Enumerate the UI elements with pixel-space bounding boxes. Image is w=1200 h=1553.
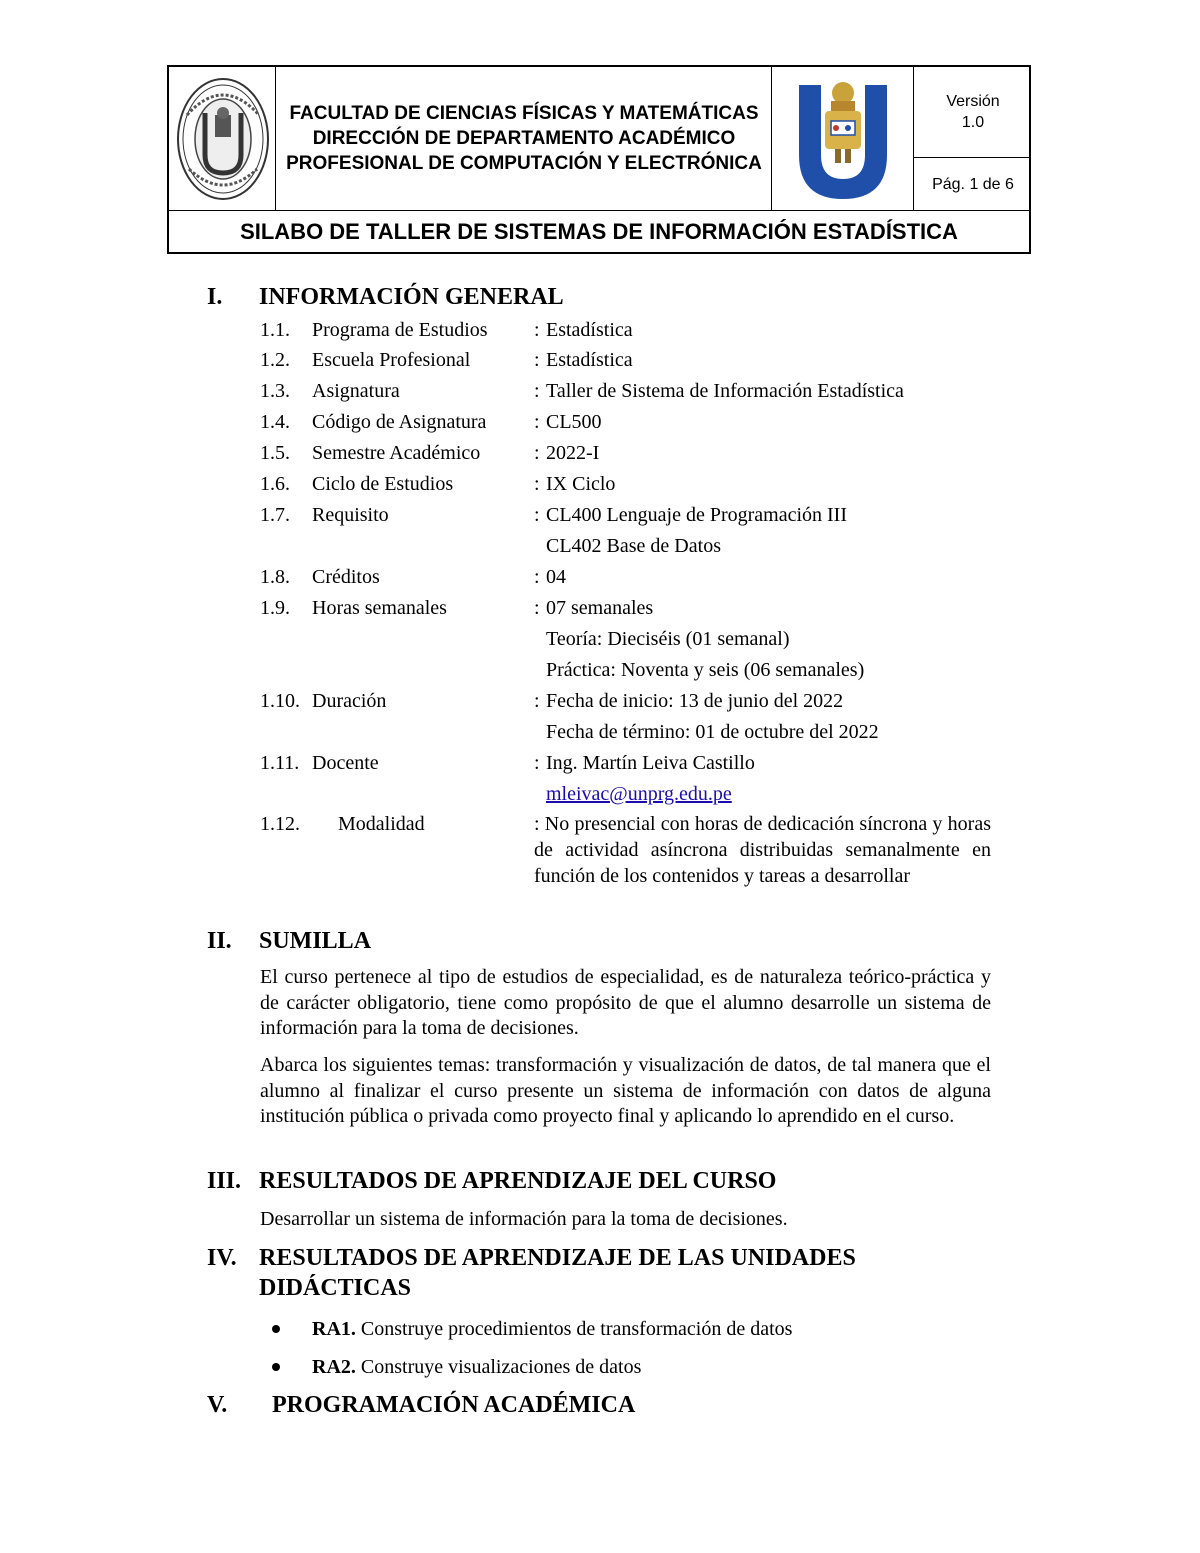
section-title-continued: DIDÁCTICAS [259, 1275, 412, 1301]
institution-line: FACULTAD DE CIENCIAS FÍSICAS Y MATEMÁTICAS [289, 103, 759, 124]
info-value: CL400 Lenguaje de Programación III [546, 504, 848, 526]
header-divider [771, 67, 772, 210]
document-header-table [167, 65, 1031, 254]
info-row-credits [260, 564, 1000, 590]
info-row-hours [260, 595, 1000, 621]
info-value-continued: Teoría: Dieciséis (01 semanal) [546, 628, 790, 650]
info-value-continued: Fecha de término: 01 de octubre del 2022 [546, 721, 879, 743]
info-label: Ciclo de Estudios [312, 473, 454, 495]
info-number: 1.8. [260, 566, 290, 588]
section-title: INFORMACIÓN GENERAL [259, 284, 564, 310]
info-colon: : [534, 349, 540, 371]
section-number: V. [207, 1392, 228, 1418]
info-number: 1.6. [260, 473, 290, 495]
info-value: IX Ciclo [546, 473, 616, 495]
info-colon: : [534, 411, 540, 433]
info-number: 1.2. [260, 349, 290, 371]
course-outcome-text: Desarrollar un sistema de información para la toma de decisiones. [260, 1208, 788, 1230]
section-title: RESULTADOS DE APRENDIZAJE DEL CURSO [259, 1168, 777, 1194]
info-number: 1.5. [260, 442, 290, 464]
info-number: 1.1. [260, 319, 290, 341]
info-value-modality: : No presencial con horas de dedicación síncrona y horas de actividad asíncrona distribuidas semanalmente en función de los contenidos y tareas a desarrollar [534, 813, 991, 887]
info-number: 1.9. [260, 597, 290, 619]
info-row-duration [260, 688, 1000, 714]
header-divider [169, 210, 1029, 211]
info-row-code [260, 409, 1000, 435]
info-row-teacher [260, 750, 1000, 776]
info-colon: : [534, 380, 540, 402]
section-number: III. [207, 1168, 242, 1194]
section-title: PROGRAMACIÓN ACADÉMICA [272, 1392, 636, 1418]
info-number: 1.7. [260, 504, 290, 526]
header-divider [275, 67, 276, 210]
info-colon: : [534, 473, 540, 495]
institution-block [277, 67, 771, 210]
info-row-requirement [260, 502, 1000, 528]
info-label: Créditos [312, 566, 380, 588]
info-value: Estadística [546, 319, 633, 341]
info-row-cycle [260, 471, 1000, 497]
info-label: Docente [312, 752, 379, 774]
outcome-code: RA1. [312, 1318, 356, 1340]
info-label: Escuela Profesional [312, 349, 471, 371]
info-row-school [260, 347, 1000, 373]
info-number: 1.10. [260, 690, 300, 712]
institution-line: DIRECCIÓN DE DEPARTAMENTO ACADÉMICO [312, 128, 736, 149]
info-colon: : [534, 566, 540, 588]
info-value: Ing. Martín Leiva Castillo [546, 752, 755, 774]
info-colon: : [534, 504, 540, 526]
info-colon: : [534, 597, 540, 619]
info-label: Horas semanales [312, 597, 447, 619]
info-row-semester [260, 440, 1000, 466]
section-number: I. [207, 284, 223, 310]
info-colon: : [534, 752, 540, 774]
fcfym-u-logo-icon [793, 75, 893, 203]
version-label: Versión [946, 93, 1000, 110]
info-colon: : [534, 442, 540, 464]
header-divider [913, 67, 914, 210]
section-number: II. [207, 928, 232, 954]
page-indicator: Pág. 1 de 6 [932, 175, 1014, 193]
info-label: Código de Asignatura [312, 411, 487, 433]
info-value: 2022-I [546, 442, 600, 464]
info-value: CL500 [546, 411, 602, 433]
info-number: 1.4. [260, 411, 290, 433]
info-label: Requisito [312, 504, 389, 526]
institution-line: PROFESIONAL DE COMPUTACIÓN Y ELECTRÓNICA [286, 153, 762, 174]
section-title: SUMILLA [259, 928, 372, 954]
sumilla-paragraph: Abarca los siguientes temas: transformación y visualización de datos, de tal manera que el alumno al finalizar el curso presente un sistema de información con datos de alguna institución pública o privada como proyecto final y aplicando lo aprendido en el curso. [260, 1054, 991, 1127]
info-value: 04 [546, 566, 566, 588]
teacher-email-link[interactable]: mleivac@unprg.edu.pe [546, 783, 732, 805]
document-title: SILABO DE TALLER DE SISTEMAS DE INFORMACIÓN ESTADÍSTICA [240, 219, 958, 244]
info-value-continued: Práctica: Noventa y seis (06 semanales) [546, 659, 865, 681]
info-value: Fecha de inicio: 13 de junio del 2022 [546, 690, 844, 712]
info-value-continued: CL402 Base de Datos [546, 535, 721, 557]
sumilla-paragraph: El curso pertenece al tipo de estudios de especialidad, es de naturaleza teórico-práctica y de carácter obligatorio, tiene como propósito de que el alumno desarrolle un sistema de información para la toma de decisiones. [260, 966, 991, 1039]
bullet-icon [272, 1363, 280, 1371]
info-number: 1.3. [260, 380, 290, 402]
section-title: RESULTADOS DE APRENDIZAJE DE LAS UNIDADES [259, 1245, 856, 1271]
outcome-text: Construye visualizaciones de datos [355, 1356, 642, 1378]
info-colon: : [534, 319, 540, 341]
info-value: Taller de Sistema de Información Estadística [546, 380, 904, 402]
bullet-icon [272, 1325, 280, 1333]
info-colon: : [534, 690, 540, 712]
version-value: 1.0 [961, 114, 985, 131]
header-divider [913, 157, 1029, 158]
info-label: Duración [312, 690, 387, 712]
info-row-program [260, 317, 1000, 343]
section-number: IV. [207, 1245, 237, 1271]
university-seal-icon [175, 75, 271, 203]
version-cell [915, 67, 1031, 157]
outcome-text: Construye procedimientos de transformación de datos [355, 1318, 793, 1340]
outcome-code: RA2. [312, 1356, 356, 1378]
info-label: Modalidad [338, 813, 425, 835]
info-number: 1.12. [260, 813, 300, 835]
info-value: Estadística [546, 349, 633, 371]
info-label: Asignatura [312, 380, 400, 402]
info-label: Programa de Estudios [312, 319, 488, 341]
info-label: Semestre Académico [312, 442, 481, 464]
info-number: 1.11. [260, 752, 300, 774]
info-row-subject [260, 378, 1000, 404]
info-value: 07 semanales [546, 597, 654, 619]
